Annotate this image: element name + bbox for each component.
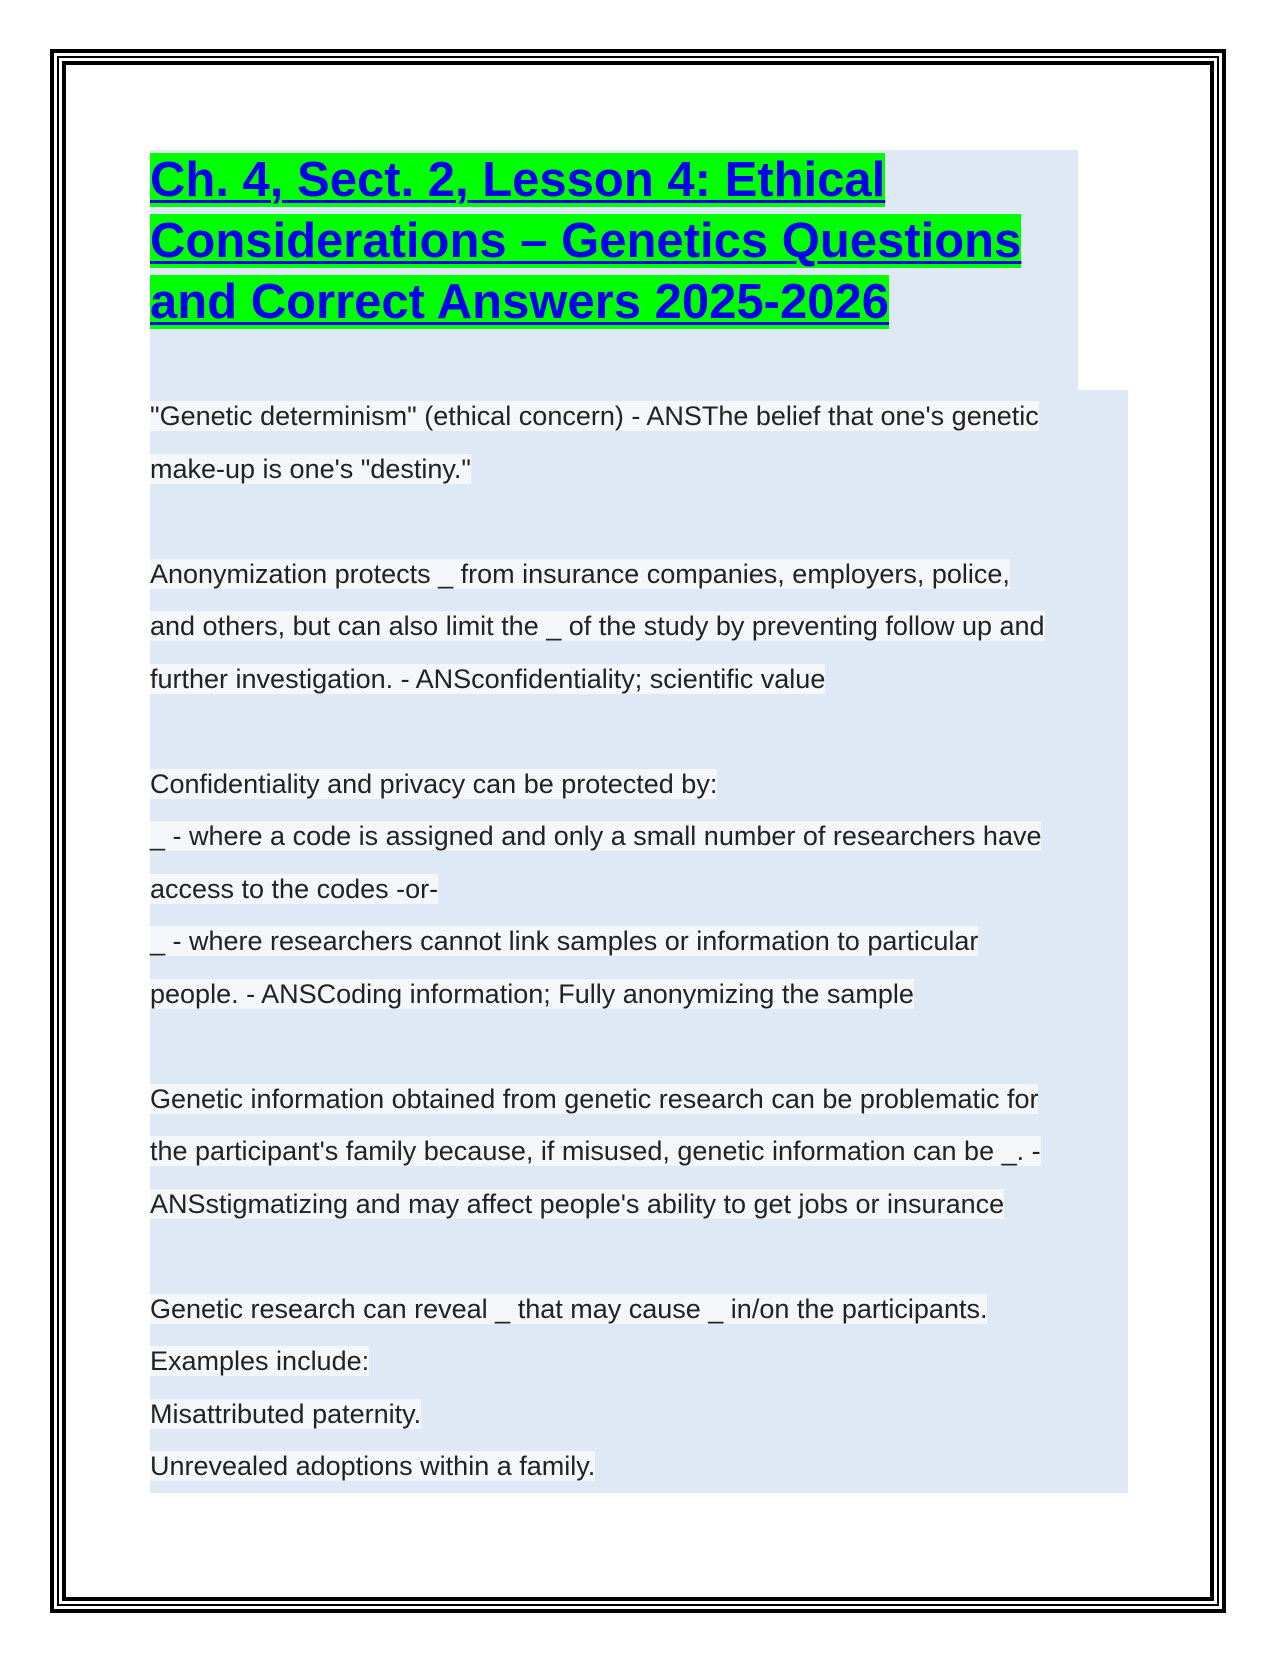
title-block [150,150,1078,390]
title-line[interactable]: Ch. 4, Sect. 2, Lesson 4: Ethical [150,153,886,207]
qa-line: people. - ANSCoding information; Fully anonymizing the sample [150,978,914,1009]
qa-item [150,1283,1128,1493]
qa-line: _ - where researchers cannot link samples or information to particular [150,926,979,956]
qa-line: Confidentiality and privacy can be protected by: [150,768,718,799]
qa-line: Genetic research can reveal _ that may cause _ in/on the participants. [150,1293,988,1324]
title-line[interactable]: Considerations – Genetics Questions [150,214,1022,268]
qa-line: further investigation. - ANSconfidentiality; scientific value [150,663,826,694]
qa-line: Anonymization protects _ from insurance companies, employers, police, [150,558,1010,589]
title-line[interactable]: and Correct Answers 2025-2026 [150,275,889,329]
qa-line: Examples include: [150,1346,370,1376]
qa-item [150,1073,1128,1231]
document-content [150,150,1130,1493]
qa-line: and others, but can also limit the _ of the study by preventing follow up and [150,611,1045,641]
qa-list [150,390,1128,1493]
qa-line: ANSstigmatizing and may affect people's ability to get jobs or insurance [150,1188,1005,1219]
qa-item [150,758,1128,1021]
qa-line: Genetic information obtained from genetic research can be problematic for [150,1083,1039,1114]
qa-line: Misattributed paternity. [150,1398,422,1429]
paragraph-gap [150,1230,1128,1283]
qa-line: the participant's family because, if misused, genetic information can be _. - [150,1136,1041,1166]
paragraph-gap [150,1020,1128,1073]
paragraph-gap [150,495,1128,548]
qa-item [150,548,1128,706]
qa-item [150,390,1128,495]
qa-line: _ - where a code is assigned and only a small number of researchers have [150,821,1042,851]
document-title[interactable] [150,150,1078,333]
qa-line: access to the codes -or- [150,873,439,904]
qa-line: Unrevealed adoptions within a family. [150,1451,596,1481]
qa-line: make-up is one's "destiny." [150,453,471,484]
paragraph-gap [150,705,1128,758]
qa-line: "Genetic determinism" (ethical concern) - ANSThe belief that one's genetic [150,401,1039,431]
